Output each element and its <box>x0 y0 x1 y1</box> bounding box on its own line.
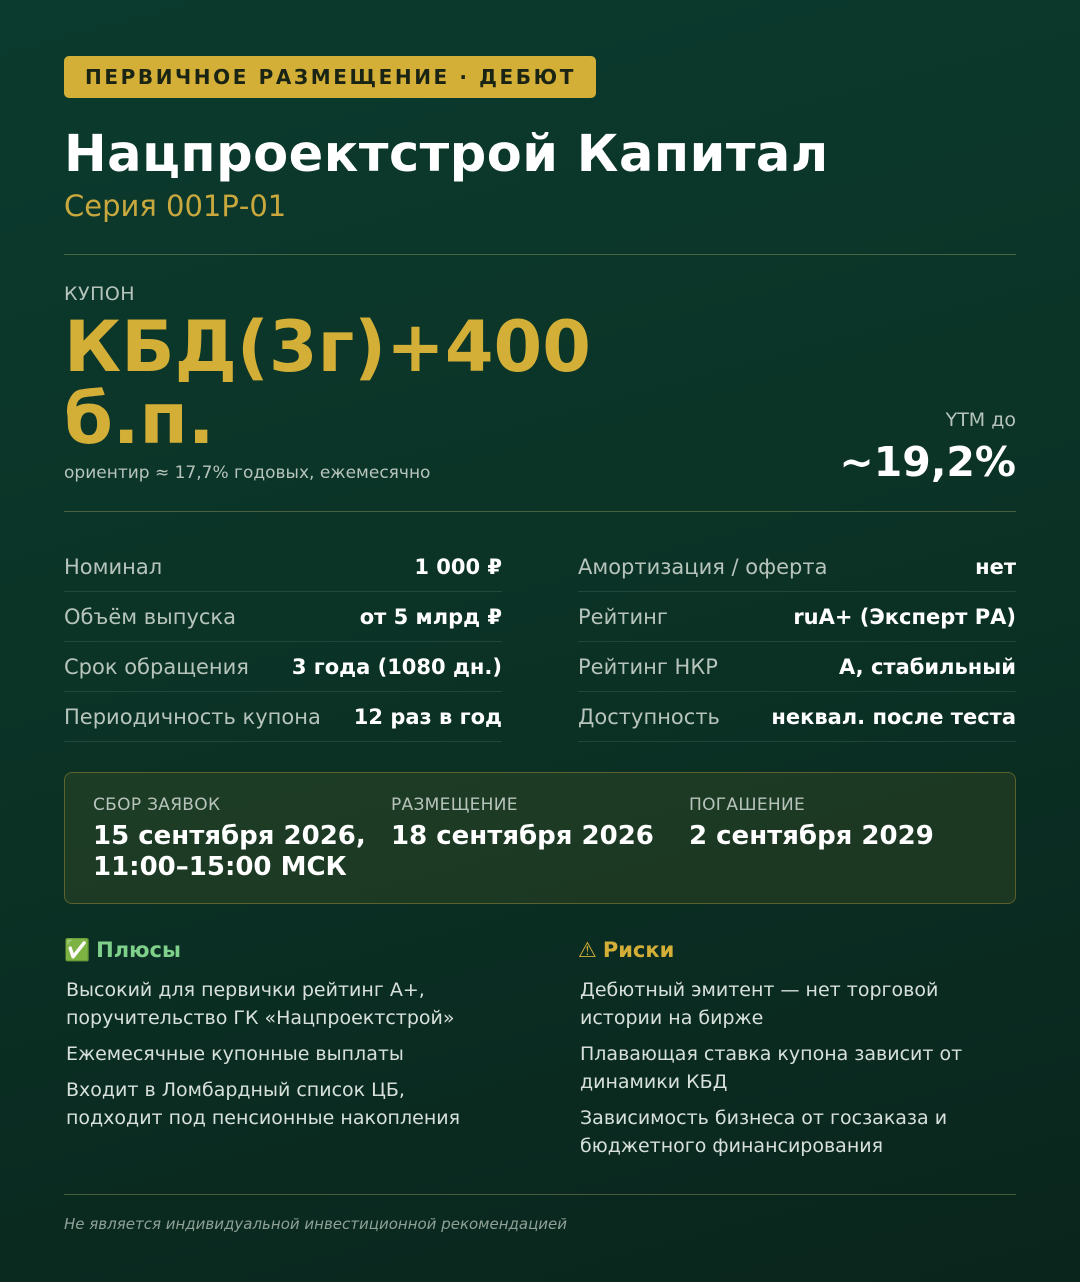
list-item: Входит в Ломбардный список ЦБ, подходит под пенсионные накопления <box>66 1079 461 1129</box>
coupon-note: ориентир ≈ 17,7% годовых, ежемесячно <box>64 463 431 483</box>
param-key: Объём выпуска <box>64 604 236 629</box>
dates-panel <box>64 772 1016 904</box>
param-value: 1 000 ₽ <box>414 554 502 579</box>
param-key: Срок обращения <box>64 654 249 679</box>
check-icon: ✅ <box>64 938 91 962</box>
param-value: 12 раз в год <box>353 704 502 729</box>
warning-icon: ⚠ <box>578 938 597 962</box>
param-row-availability <box>578 692 1016 742</box>
coupon-block <box>64 255 1016 511</box>
param-row-nominal <box>64 542 502 592</box>
date-placement <box>391 795 681 852</box>
date-maturity <box>689 795 989 852</box>
placement-badge: ПЕРВИЧНОЕ РАЗМЕЩЕНИЕ · ДЕБЮТ <box>64 56 596 98</box>
disclaimer: Не является индивидуальной инвестиционной рекомендацией <box>64 1215 568 1233</box>
pros-title: Плюсы <box>96 938 181 962</box>
date-value: 15 сентября 2026, 11:00–15:00 МСК <box>93 821 366 882</box>
list-item: Высокий для первички рейтинг A+, поручительство ГК «Нацпроектстрой» <box>66 979 455 1029</box>
divider <box>64 511 1016 512</box>
issuer-title: Нацпроектстрой Капитал <box>64 125 829 184</box>
param-key: Доступность <box>578 704 720 729</box>
bond-card <box>64 56 1016 1168</box>
date-value: 2 сентября 2029 <box>689 821 934 851</box>
risks-title: Риски <box>602 938 675 962</box>
parameters-left-column <box>64 542 502 742</box>
coupon-value: КБД(3г)+400 б.п. <box>64 306 591 460</box>
ytm-value: ~19,2% <box>839 438 1016 486</box>
param-key: Амортизация / оферта <box>578 554 828 579</box>
param-row-term <box>64 642 502 692</box>
param-row-rating-nkr <box>578 642 1016 692</box>
param-row-coupon-frequency <box>64 692 502 742</box>
series-subtitle: Серия 001Р-01 <box>64 189 287 223</box>
param-key: Периодичность купона <box>64 704 321 729</box>
param-value: неквал. после теста <box>771 704 1016 729</box>
risks-heading <box>578 938 998 962</box>
date-bookbuilding <box>93 795 383 883</box>
list-item: Дебютный эмитент — нет торговой истории на бирже <box>580 979 939 1029</box>
list-item: Зависимость бизнеса от госзаказа и бюджетного финансирования <box>580 1107 948 1157</box>
bond-parameters <box>64 542 1016 742</box>
list-item: Плавающая ставка купона зависит от динамики КБД <box>580 1043 963 1093</box>
pros-column <box>64 938 484 1140</box>
list-item: Ежемесячные купонные выплаты <box>66 1043 404 1065</box>
pros-heading <box>64 938 484 962</box>
param-row-rating <box>578 592 1016 642</box>
date-label: РАЗМЕЩЕНИЕ <box>391 795 518 815</box>
coupon-label: КУПОН <box>64 283 136 305</box>
date-label: СБОР ЗАЯВОК <box>93 795 221 815</box>
parameters-right-column <box>578 542 1016 742</box>
param-value: A, стабильный <box>839 654 1016 679</box>
pros-and-risks <box>64 938 1016 1168</box>
pros-list <box>64 976 484 1132</box>
ytm-label: YTM до <box>945 409 1016 431</box>
date-label: ПОГАШЕНИЕ <box>689 795 806 815</box>
param-key: Рейтинг <box>578 604 668 629</box>
param-value: от 5 млрд ₽ <box>359 604 502 629</box>
param-row-amortization <box>578 542 1016 592</box>
divider <box>64 1194 1016 1195</box>
param-row-volume <box>64 592 502 642</box>
param-key: Рейтинг НКР <box>578 654 718 679</box>
risks-list <box>578 976 998 1160</box>
param-value: ruA+ (Эксперт РА) <box>793 604 1016 629</box>
risks-column <box>578 938 998 1168</box>
param-value: 3 года (1080 дн.) <box>291 654 502 679</box>
param-value: нет <box>975 554 1016 579</box>
param-key: Номинал <box>64 554 163 579</box>
date-value: 18 сентября 2026 <box>391 821 654 851</box>
